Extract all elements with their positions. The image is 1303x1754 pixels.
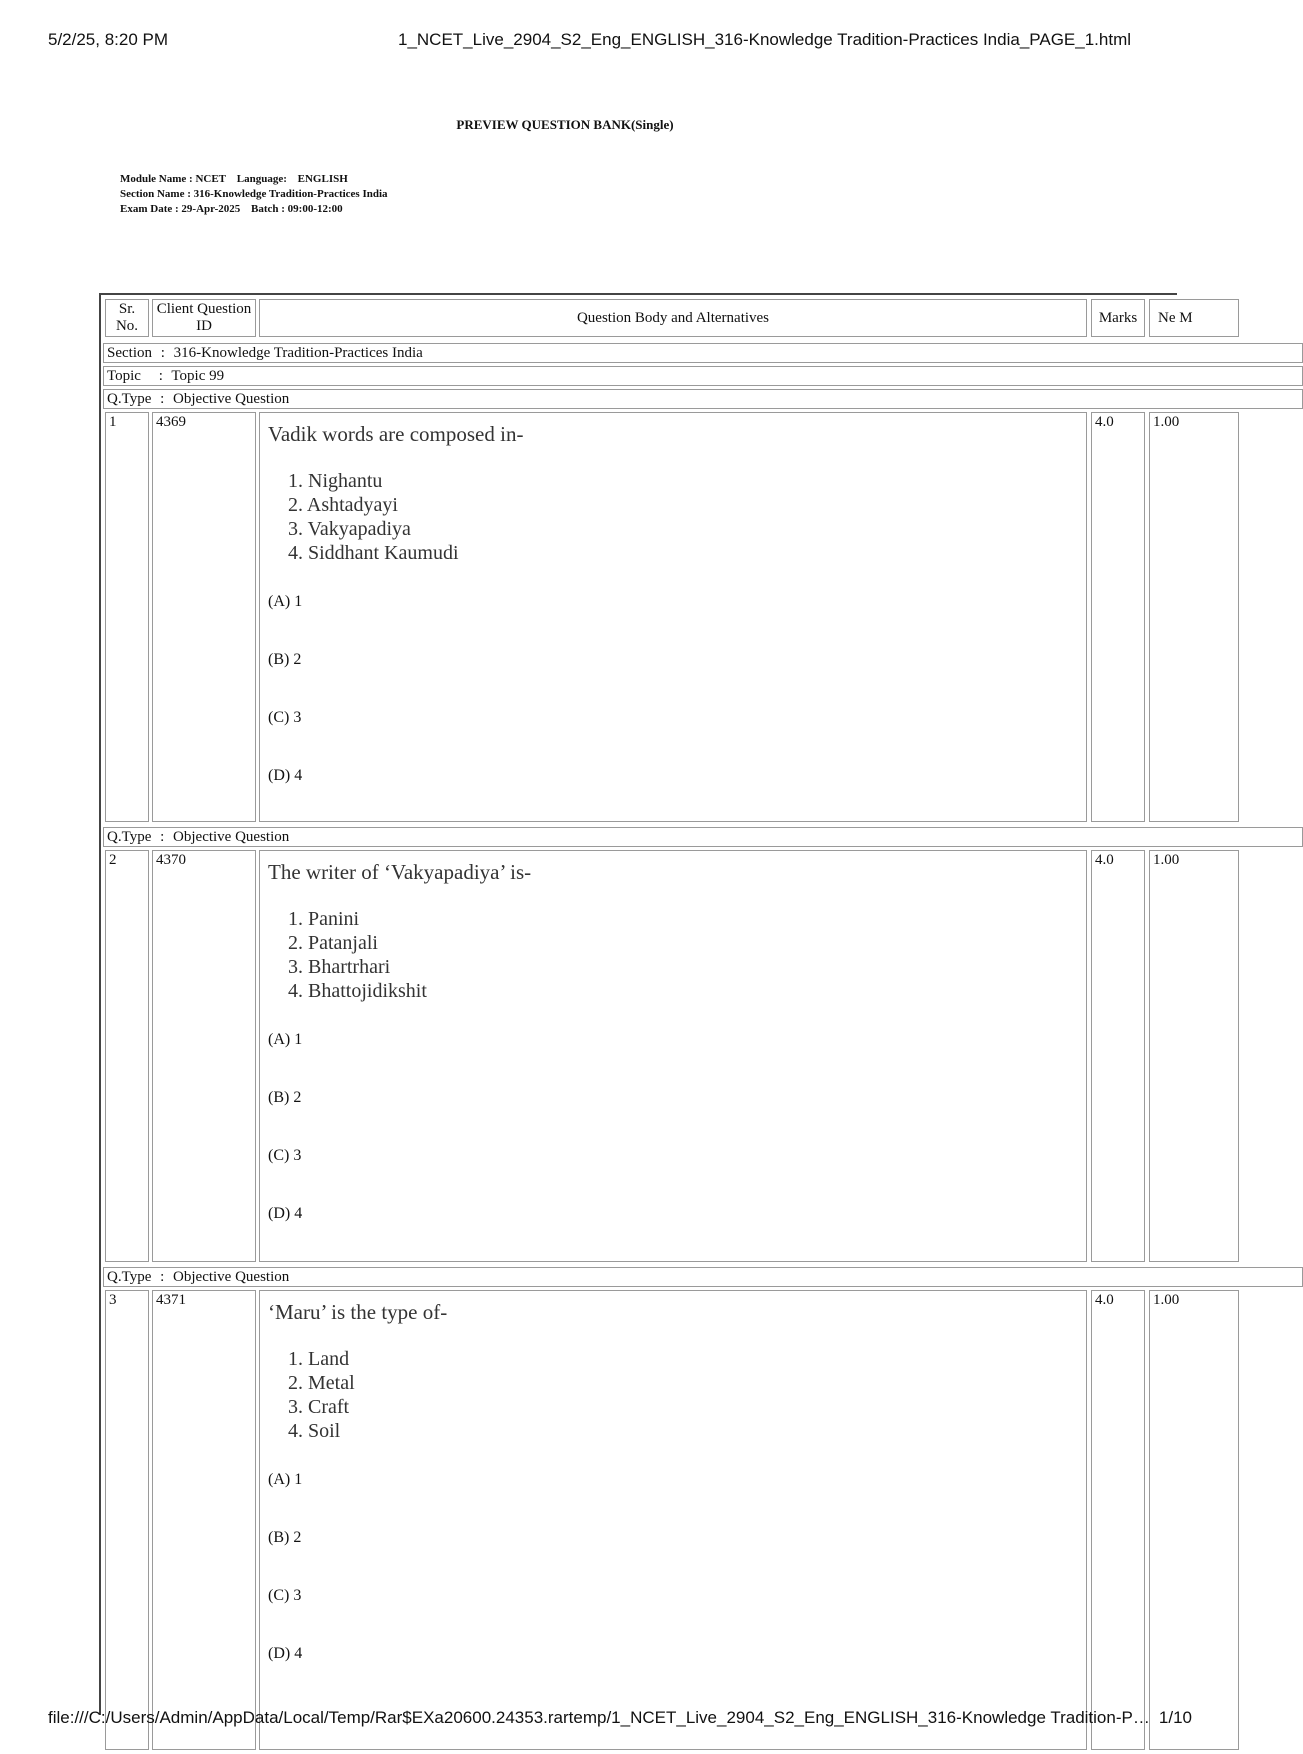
- alternative-c: (C) 3: [268, 1587, 302, 1604]
- list-item: 3. Craft: [288, 1396, 350, 1418]
- list-item: 2. Patanjali: [288, 932, 378, 954]
- language-value: ENGLISH: [297, 173, 348, 185]
- alternative-d: (D) 4: [268, 1645, 303, 1662]
- negative-marks: 1.00: [1149, 850, 1239, 1262]
- preview-title: PREVIEW QUESTION BANK(Single): [456, 117, 674, 132]
- negative-marks: 1.00: [1149, 412, 1239, 822]
- table-header-row: [101, 297, 1301, 337]
- alternative-c: (C) 3: [268, 709, 302, 726]
- question-stem: Vadik words are composed in-: [268, 422, 524, 446]
- alternative-a: (A) 1: [268, 1471, 303, 1488]
- marks: 4.0: [1091, 1290, 1145, 1750]
- option-list: [268, 469, 1078, 565]
- section-band: [103, 343, 1303, 363]
- question-stem: The writer of ‘Vakyapadiya’ is-: [268, 860, 532, 884]
- client-question-id: 4369: [152, 412, 256, 822]
- marks: 4.0: [1091, 850, 1145, 1262]
- qtype-value: Objective Question: [173, 1269, 290, 1285]
- question-row: [101, 850, 1301, 1264]
- alternative-b: (B) 2: [268, 651, 302, 668]
- client-question-id: 4370: [152, 850, 256, 1262]
- alternative-d: (D) 4: [268, 1205, 303, 1222]
- list-item: 2. Metal: [288, 1372, 355, 1394]
- question-body: [259, 412, 1087, 822]
- question-row: [101, 412, 1301, 824]
- qtype-value: Objective Question: [173, 391, 290, 407]
- alternatives: [268, 1471, 1078, 1703]
- qtype-label: Q.Type: [107, 1269, 152, 1285]
- option-list: [268, 907, 1078, 1003]
- marks: 4.0: [1091, 412, 1145, 822]
- qtype-band: [103, 389, 1303, 409]
- list-item: 1. Land: [288, 1348, 350, 1370]
- qtype-band: [103, 827, 1303, 847]
- section-value: 316-Knowledge Tradition-Practices India: [173, 345, 423, 361]
- question-table: [99, 293, 1193, 1715]
- question-body: [259, 1290, 1087, 1750]
- language-label: Language:: [236, 173, 287, 185]
- topic-band: [103, 366, 1303, 386]
- list-item: 4. Bhattojidikshit: [288, 980, 427, 1002]
- alternative-c: (C) 3: [268, 1147, 302, 1164]
- print-page-number: 1/10: [1158, 1708, 1192, 1727]
- alternative-b: (B) 2: [268, 1529, 302, 1546]
- question-body: [259, 850, 1087, 1262]
- sr-no: 1: [105, 412, 149, 822]
- print-file-url: file:///C:/Users/Admin/AppData/Local/Temp/Rar$EXa20600.24353.rartemp/1_NCET_Live_2904_S2_Eng_ENGLISH_316-Knowledge Tradition-P…: [48, 1708, 1150, 1727]
- sr-no: 2: [105, 850, 149, 1262]
- exam-date-line: [120, 202, 388, 217]
- qtype-label: Q.Type: [107, 829, 152, 845]
- question-stem: ‘Maru’ is the type of-: [268, 1300, 448, 1324]
- header-marks: Marks: [1091, 299, 1145, 337]
- header-question-body: Question Body and Alternatives: [259, 299, 1087, 337]
- section-label: Section: [107, 345, 152, 361]
- print-doc-title: 1_NCET_Live_2904_S2_Eng_ENGLISH_316-Knowledge Tradition-Practices India_PAGE_1.html: [398, 30, 1132, 49]
- qtype-band: [103, 1267, 1303, 1287]
- qtype-value: Objective Question: [173, 829, 290, 845]
- list-item: 1. Nighantu: [288, 470, 383, 492]
- qtype-label: Q.Type: [107, 391, 152, 407]
- topic-label: Topic: [107, 368, 141, 384]
- qtype-sep: :: [160, 829, 165, 845]
- alternative-b: (B) 2: [268, 1089, 302, 1106]
- qtype-sep: :: [160, 1269, 165, 1285]
- alternatives: [268, 593, 1078, 825]
- module-line: [120, 172, 388, 187]
- sr-no: 3: [105, 1290, 149, 1750]
- list-item: 1. Panini: [288, 908, 360, 930]
- topic-value: Topic 99: [171, 368, 225, 384]
- alternative-a: (A) 1: [268, 593, 303, 610]
- print-datetime: 5/2/25, 8:20 PM: [48, 30, 169, 49]
- header-client-question-id: Client Question ID: [152, 299, 256, 337]
- alternative-a: (A) 1: [268, 1031, 303, 1048]
- list-item: 4. Siddhant Kaumudi: [288, 542, 459, 564]
- batch: Batch : 09:00-12:00: [251, 203, 343, 215]
- header-sr-no: Sr. No.: [105, 299, 149, 337]
- print-footer: [48, 1708, 1192, 1732]
- module-name: Module Name : NCET: [120, 173, 227, 185]
- list-item: 3. Vakyapadiya: [288, 518, 411, 540]
- exam-date: Exam Date : 29-Apr-2025: [120, 203, 241, 215]
- list-item: 2. Ashtadyayi: [288, 494, 398, 516]
- exam-meta: [120, 172, 388, 217]
- qtype-sep: :: [160, 391, 165, 407]
- header-negative-marks: Ne M: [1149, 299, 1239, 337]
- alternative-d: (D) 4: [268, 767, 303, 784]
- print-header: [48, 30, 1192, 54]
- section-sep: :: [160, 345, 165, 361]
- alternatives: [268, 1031, 1078, 1263]
- option-list: [268, 1347, 1078, 1443]
- list-item: 4. Soil: [288, 1420, 341, 1442]
- negative-marks: 1.00: [1149, 1290, 1239, 1750]
- topic-sep: :: [158, 368, 163, 384]
- client-question-id: 4371: [152, 1290, 256, 1750]
- section-name: Section Name : 316-Knowledge Tradition-Practices India: [120, 188, 388, 200]
- list-item: 3. Bhartrhari: [288, 956, 391, 978]
- question-row: [101, 1290, 1301, 1750]
